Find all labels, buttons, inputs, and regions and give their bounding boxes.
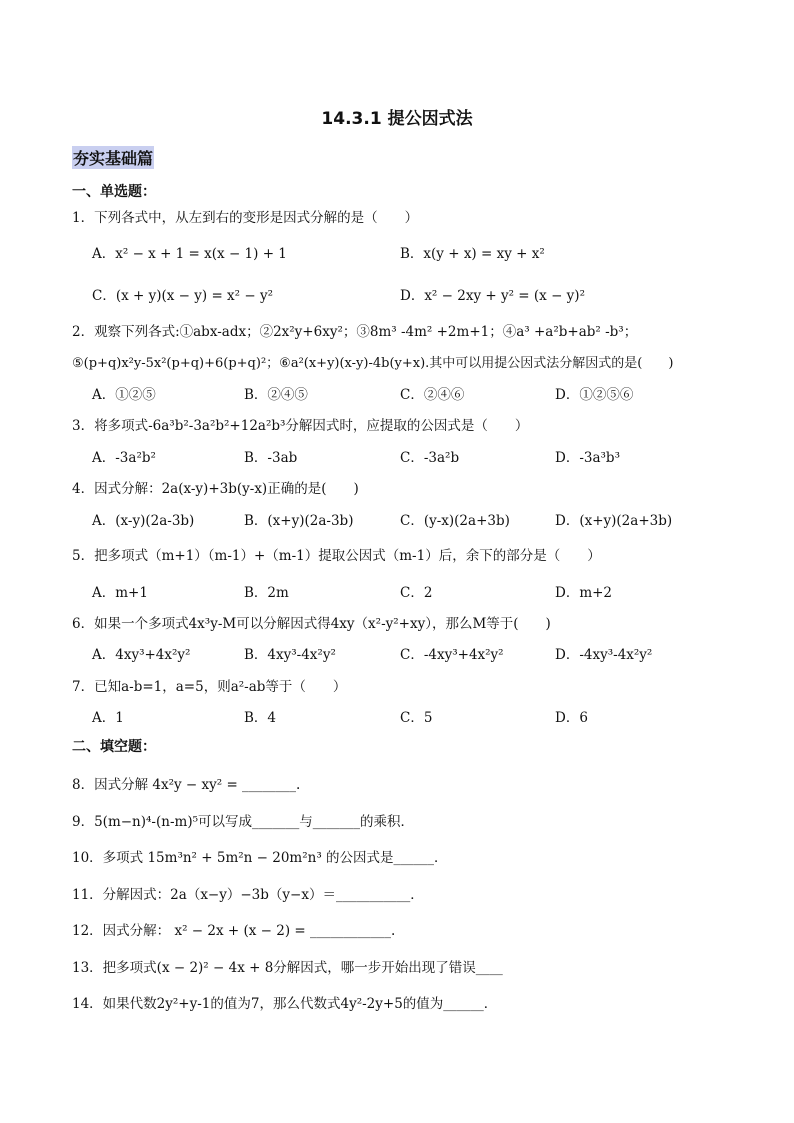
question-13: 13．把多项式(x − 2)² − 4x + 8分解因式，哪一步开始出现了错误____ [72,960,503,976]
question-5-option-a: A．m+1 [92,585,148,601]
question-2-option-c: C．②④⑥ [400,387,465,403]
question-7-option-c: C．5 [400,710,433,726]
question-3-stem: 3．将多项式-6a³b²-3a²b²+12a²b³分解因式时，应提取的公因式是（ ） [72,418,529,434]
question-3-option-c: C．-3a²b [400,450,460,466]
section-heading-single-choice: 一、单选题： [72,184,156,200]
question-4-option-d: D．(x+y)(2a+3b) [555,513,673,529]
question-2-stem-line-1: 2．观察下列各式:①abx-adx；②2x²y+6xy²；③8m³ -4m² +2m+1；④a³ +a²b+ab² -b³； [72,324,638,340]
question-7-option-b: B．4 [244,710,277,726]
question-4-option-b: B．(x+y)(2a-3b) [244,513,354,529]
section-heading-fill-blank: 二、填空题： [72,739,156,755]
question-6-option-d: D．-4xy³-4x²y² [555,647,653,663]
question-11: 11．分解因式：2a（x−y）−3b（y−x）＝___________． [72,887,424,903]
question-14: 14．如果代数2y²+y-1的值为7，那么代数式4y²-2y+5的值为______． [72,996,498,1012]
question-4-option-a: A．(x-y)(2a-3b) [92,513,195,529]
question-12: 12．因式分解： x² − 2x + (x − 2) = ____________. [72,923,396,939]
question-8: 8．因式分解 4x²y − xy² = ________. [72,777,301,793]
question-3-option-d: D．-3a³b³ [555,450,620,466]
question-3-option-b: B．-3ab [244,450,298,466]
question-6-option-c: C．-4xy³+4x²y² [400,647,504,663]
question-4-option-c: C．(y-x)(2a+3b) [400,513,510,529]
question-2-stem-line-2: ⑤(p+q)x²y-5x²(p+q)+6(p+q)²；⑥a²(x+y)(x-y)-4b(y+x).其中可以用提公因式法分解因式的是( ) [72,356,674,371]
question-4-stem: 4．因式分解：2a(x-y)+3b(y-x)正确的是( ) [72,481,359,497]
question-3-option-a: A．-3a²b² [92,450,156,466]
question-7-option-d: D．6 [555,710,588,726]
question-7-stem: 7．已知a-b=1，a=5，则a²-ab等于（ ） [72,679,347,695]
question-6-option-b: B．4xy³-4x²y² [244,647,336,663]
question-2-option-d: D．①②⑤⑥ [555,387,634,403]
question-10: 10．多项式 15m³n² + 5m²n − 20m²n³ 的公因式是______． [72,850,448,866]
question-6-option-a: A．4xy³+4x²y² [92,647,191,663]
question-5-option-d: D．m+2 [555,585,613,601]
question-1-option-b: B．x(y + x) = xy + x² [400,246,545,262]
question-2-option-b: B．②④⑤ [244,387,308,403]
section-badge: 夯实基础篇 [72,146,154,169]
question-5-option-c: C．2 [400,585,433,601]
question-1-option-a: A．x² − x + 1 = x(x − 1) + 1 [92,246,287,262]
page-title: 14.3.1 提公因式法 [321,109,473,129]
question-1-option-c: C．(x + y)(x − y) = x² − y² [92,288,274,304]
question-5-stem: 5．把多项式（m+1）（m-1）+（m-1）提取公因式（m-1）后，余下的部分是（ ） [72,548,601,564]
question-7-option-a: A．1 [92,710,124,726]
question-9: 9．5(m−n)⁴-(n-m)⁵可以写成_______与_______的乘积． [72,814,414,830]
question-6-stem: 6．如果一个多项式4x³y-M可以分解因式得4xy（x²-y²+xy），那么M等于( ) [72,616,551,632]
question-5-option-b: B．2m [244,585,289,601]
question-1-stem: 1．下列各式中，从左到右的变形是因式分解的是（ ） [72,210,419,226]
question-1-option-d: D．x² − 2xy + y² = (x − y)² [400,288,585,304]
question-2-option-a: A．①②⑤ [92,387,156,403]
